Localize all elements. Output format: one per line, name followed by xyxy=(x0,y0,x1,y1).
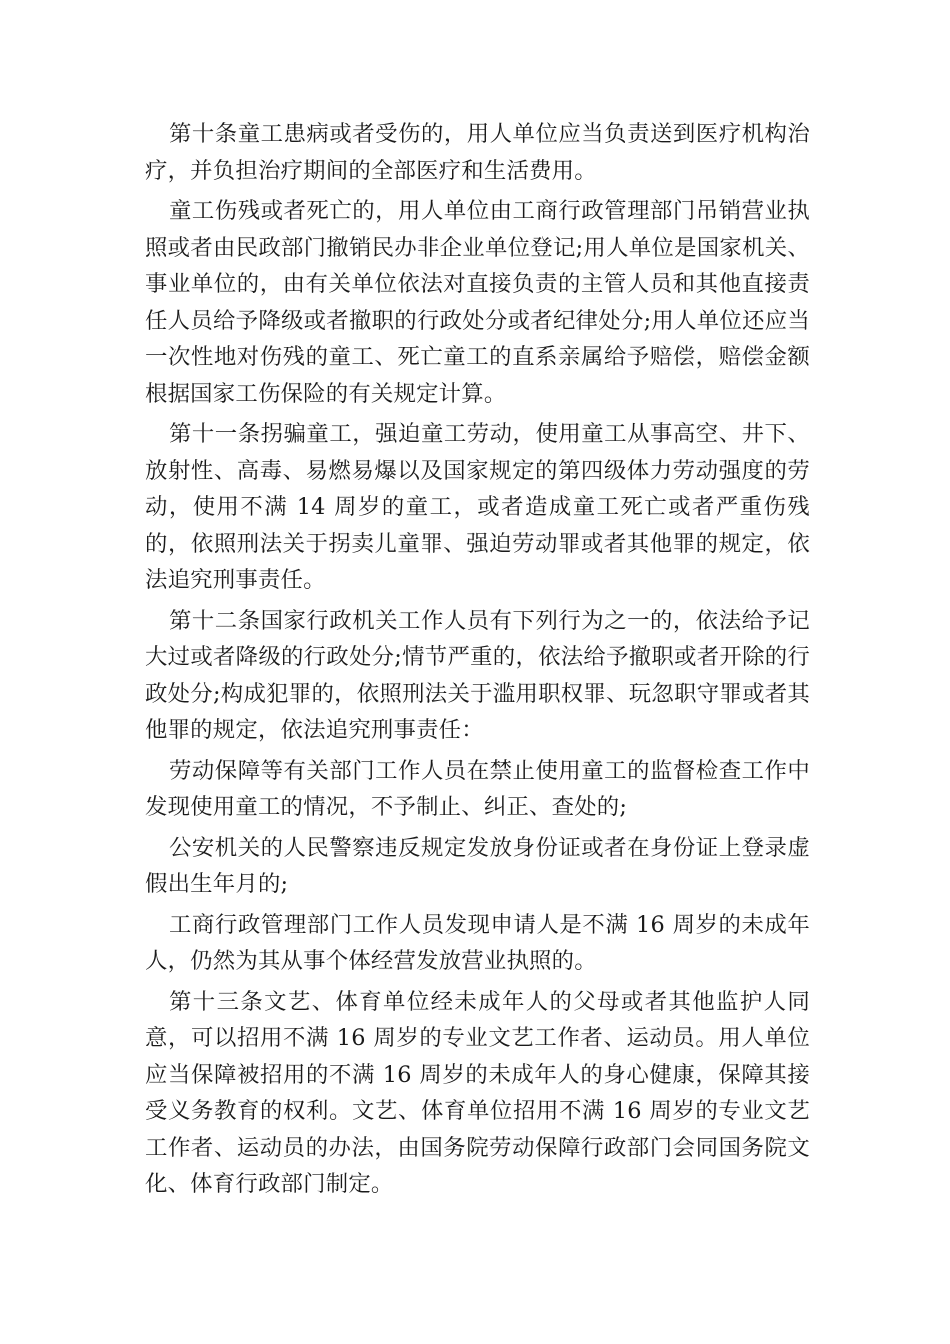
paragraph-article-13: 第十三条文艺、体育单位经未成年人的父母或者其他监护人同意，可以招用不满 16 周岁的专业文艺工作者、运动员。用人单位应当保障被招用的不满 16 周岁的未成年人的身心健康，保障其接受义务教育的权利。文艺、体育单位招用不满 16 周岁的专业文艺工作者、运动员的办法，由国务院劳动保障行政部门会同国务院文化、体育行政部门制定。 xyxy=(145,988,810,1197)
paragraph-article-10: 第十条童工患病或者受伤的，用人单位应当负责送到医疗机构治疗，并负担治疗期间的全部医疗和生活费用。 xyxy=(145,121,810,184)
paragraph-article-11: 第十一条拐骗童工，强迫童工劳动，使用童工从事高空、井下、放射性、高毒、易燃易爆以及国家规定的第四级体力劳动强度的劳动，使用不满 14 周岁的童工，或者造成童工死亡或者严重伤残的，依照刑法关于拐卖儿童罪、强迫劳动罪或者其他罪的规定，依法追究刑事责任。 xyxy=(145,421,810,593)
paragraph-article-12-item-2: 公安机关的人民警察违反规定发放身份证或者在身份证上登录虚假出生年月的; xyxy=(145,834,810,897)
paragraph-article-12-item-3: 工商行政管理部门工作人员发现申请人是不满 16 周岁的未成年人，仍然为其从事个体经营发放营业执照的。 xyxy=(145,911,810,974)
paragraph-article-10-injury: 童工伤残或者死亡的，用人单位由工商行政管理部门吊销营业执照或者由民政部门撤销民办非企业单位登记;用人单位是国家机关、事业单位的，由有关单位依法对直接负责的主管人员和其他直接责任人员给予降级或者撤职的行政处分或者纪律处分;用人单位还应当一次性地对伤残的童工、死亡童工的直系亲属给予赔偿，赔偿金额根据国家工伤保险的有关规定计算。 xyxy=(145,198,810,407)
document-body xyxy=(145,116,810,1207)
paragraph-article-12: 第十二条国家行政机关工作人员有下列行为之一的，依法给予记大过或者降级的行政处分;情节严重的，依法给予撤职或者开除的行政处分;构成犯罪的，依照刑法关于滥用职权罪、玩忽职守罪或者其他罪的规定，依法追究刑事责任： xyxy=(145,607,810,743)
paragraph-article-12-item-1: 劳动保障等有关部门工作人员在禁止使用童工的监督检查工作中发现使用童工的情况，不予制止、纠正、查处的; xyxy=(145,757,810,820)
